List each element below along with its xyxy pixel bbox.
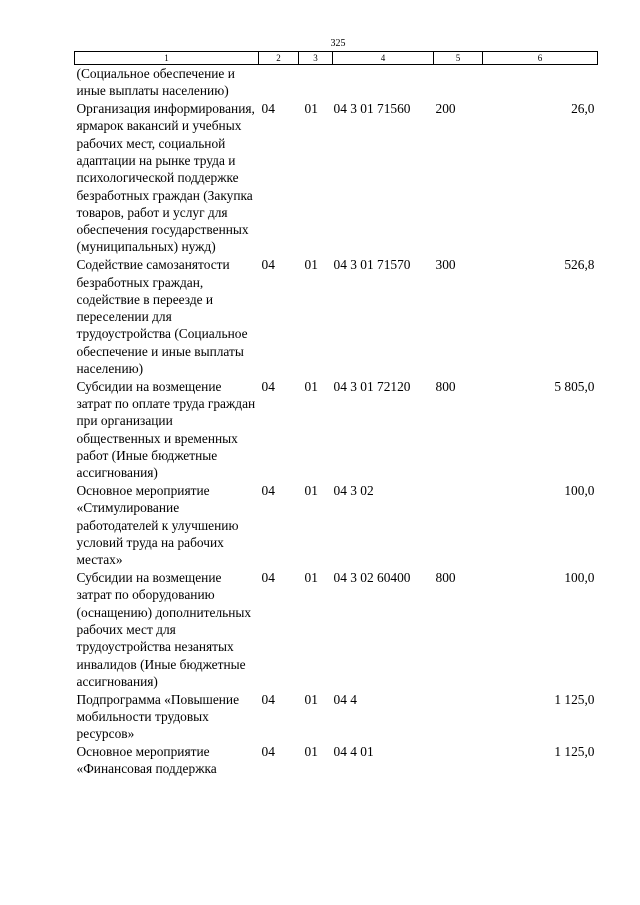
cell-section (259, 65, 299, 100)
cell-section: 04 (261, 691, 275, 707)
cell-amount (483, 65, 598, 100)
cell-target-article: 04 4 01 (333, 744, 374, 760)
cell-amount: 26,0 (571, 101, 595, 117)
cell-name: (Социальное обеспечение и иные выплаты населению) (76, 66, 235, 99)
cell-target-article: 04 4 (333, 691, 357, 707)
table-body (75, 65, 598, 778)
cell-amount: 100,0 (564, 570, 595, 586)
cell-expense-type (434, 690, 483, 742)
cell-target-article: 04 3 01 72120 (333, 378, 411, 394)
cell-expense-type: 800 (435, 570, 456, 586)
cell-name: Основное мероприятие «Стимулирование работодателей к улучшению условий труда на рабочих местах» (76, 483, 239, 568)
cell-subsection: 01 (304, 483, 318, 499)
table-row (75, 377, 598, 481)
header-row (75, 52, 598, 65)
cell-subsection: 01 (304, 570, 318, 586)
column-header-section: 2 (259, 52, 299, 65)
cell-name: Подпрограмма «Повышение мобильности трудовых ресурсов» (76, 691, 240, 742)
cell-name: Основное мероприятие «Финансовая поддержка (76, 744, 217, 777)
cell-amount: 1 125,0 (554, 691, 595, 707)
column-header-amount: 6 (483, 52, 598, 65)
cell-target-article: 04 3 02 60400 (333, 570, 411, 586)
cell-subsection: 01 (304, 744, 318, 760)
budget-table (74, 51, 598, 778)
cell-amount: 526,8 (564, 257, 595, 273)
cell-section: 04 (261, 570, 275, 586)
cell-name: Субсидии на возмещение затрат по оплате труда граждан при организации общественных и временных работ (Иные бюджетные ассигнования) (76, 378, 256, 481)
cell-expense-type (434, 482, 483, 569)
page-number: 325 (330, 38, 346, 49)
cell-name: Организация информирования, ярмарок вакансий и учебных рабочих мест, социальной адаптации на рынке труда и психологической поддержке безработных граждан (Закупка товаров, работ и услуг для обеспечения государственных (муниципальных) нужд) (76, 101, 255, 255)
cell-section: 04 (261, 257, 275, 273)
cell-name: Содействие самозанятости безработных граждан, содействие в переезде и переселении для трудоустройства (Социальное обеспечение и иные выплаты населению) (76, 257, 248, 377)
cell-expense-type: 800 (435, 378, 456, 394)
column-header-expense-type: 5 (434, 52, 483, 65)
table-row (75, 743, 598, 778)
table-row (75, 690, 598, 742)
cell-expense-type: 200 (435, 101, 456, 117)
cell-expense-type: 300 (435, 257, 456, 273)
cell-subsection: 01 (304, 257, 318, 273)
cell-target-article: 04 3 02 (333, 483, 374, 499)
cell-section: 04 (261, 378, 275, 394)
cell-target-article: 04 3 01 71560 (333, 101, 411, 117)
cell-expense-type (434, 743, 483, 778)
cell-subsection: 01 (304, 101, 318, 117)
cell-subsection (299, 65, 333, 100)
cell-amount: 5 805,0 (554, 378, 595, 394)
cell-section: 04 (261, 744, 275, 760)
table-row (75, 65, 598, 100)
cell-expense-type (434, 65, 483, 100)
column-header-target-article: 4 (333, 52, 434, 65)
cell-target-article: 04 3 01 71570 (333, 257, 411, 273)
table-row (75, 100, 598, 256)
table-row (75, 482, 598, 569)
column-header-name: 1 (75, 52, 259, 65)
cell-subsection: 01 (304, 378, 318, 394)
table-row (75, 256, 598, 378)
cell-section: 04 (261, 101, 275, 117)
cell-name: Субсидии на возмещение затрат по оборудованию (оснащению) дополнительных рабочих мест для трудоустройства незанятых инвалидов (Иные бюджетные ассигнования) (76, 570, 252, 689)
cell-section: 04 (261, 483, 275, 499)
cell-subsection: 01 (304, 691, 318, 707)
cell-amount: 1 125,0 (554, 744, 595, 760)
cell-amount: 100,0 (564, 483, 595, 499)
table-header (75, 52, 598, 65)
cell-target-article (333, 65, 434, 100)
table-row (75, 569, 598, 691)
column-header-subsection: 3 (299, 52, 333, 65)
